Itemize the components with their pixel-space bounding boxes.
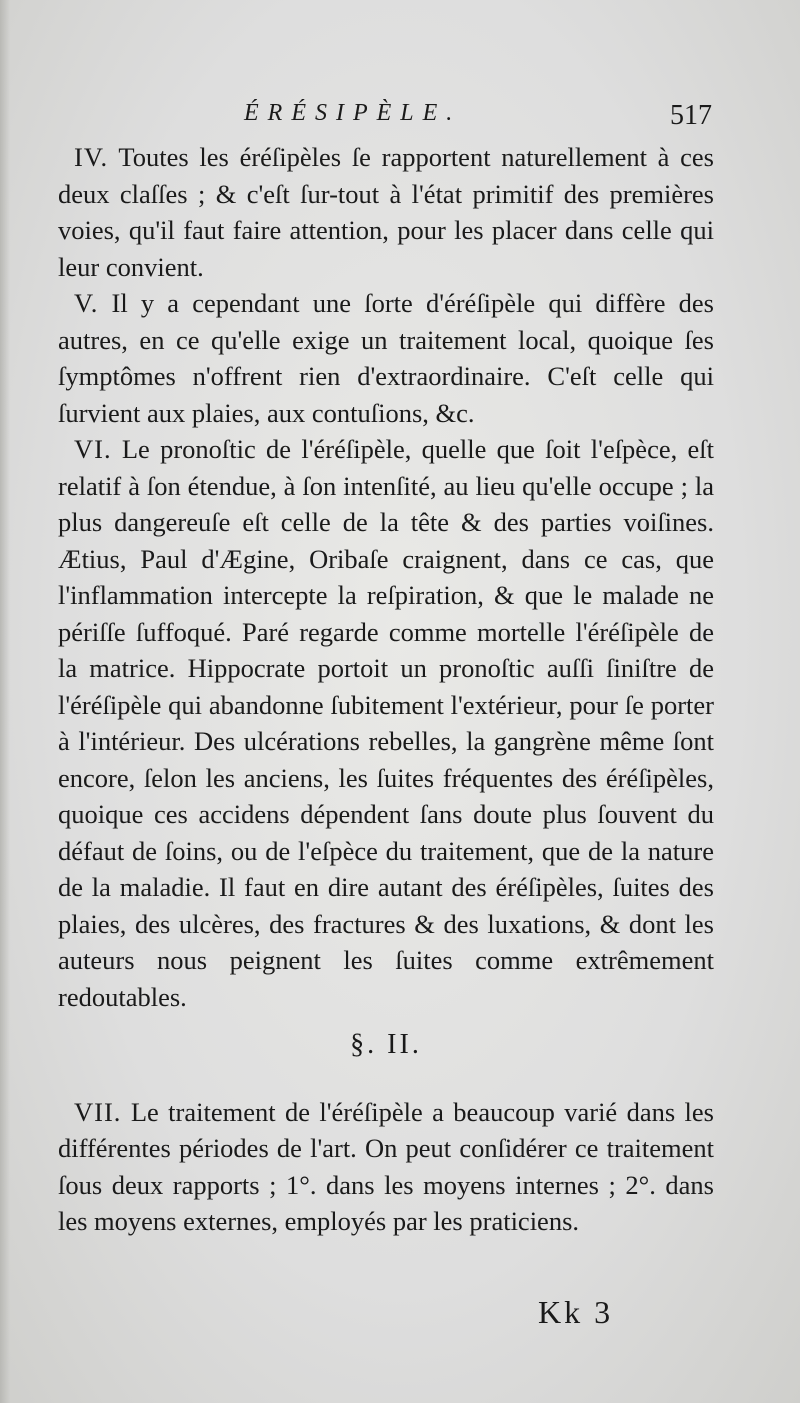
paragraph-text: Le pronoſtic de l'éréſipèle, quelle que ſoit l'eſpèce, eſt relatif à ſon étendue, à ſon intenſité, au lieu qu'elle occupe ; la plus dangereuſe eſt celle de la tête & des parties voiſines. Ætius, Paul d'Ægine, Oribaſe craignent, dans ce cas, que l'inflammation intercepte la reſpiration, & que le malade ne périſſe ſuffoqué. Paré regarde comme mortelle l'éréſipèle de la matrice. Hippocrate portoit un pronoſtic auſſi ſiniſtre de l'éréſipèle qui abandonne ſubitement l'extérieur, pour ſe porter à l'intérieur. Des ulcérations rebelles, la gangrène même ſont encore, ſelon les anciens, les ſuites fréquentes des éréſipèles, quoique ces accidens dépendent ſans doute plus ſouvent du défaut de ſoins, ou de l'eſpèce du traitement, que de la nature de la maladie. Il faut en dire autant des éréſipèles, ſuites des plaies, des ulcères, des fractures & des luxations, & dont les auteurs nous peignent les ſuites comme extrêmement redoutables. [58,434,714,1012]
paragraph-number: VI. [74,434,112,464]
paragraph-vi [58,431,714,1015]
paragraph-text: Il y a cependant une ſorte d'éréſipèle qui diffère des autres, en ce qu'elle exige un traitement local, quoique ſes ſymptômes n'offrent rien d'extraordinaire. C'eſt celle qui ſurvient aux plaies, aux contuſions, &c. [58,288,714,428]
section-heading: §. II. [350,1029,422,1060]
signature-mark: Kk 3 [538,1294,614,1330]
paragraph-vii [58,1094,714,1240]
paragraph-v [58,285,714,431]
body-text [58,139,714,1240]
paragraph-iv [58,139,714,285]
running-head [58,100,720,140]
running-head-title: ÉRÉSIPÈLE. [244,100,462,126]
page-gutter-shadow [0,0,10,1403]
paragraph-text: Le traitement de l'éréſipèle a beaucoup varié dans les différentes périodes de l'art. On peut conſidérer ce traitement ſous deux rapports ; 1°. dans les moyens internes ; 2°. dans les moyens externes, employés par les praticiens. [58,1096,714,1236]
paragraph-number: VII. [74,1096,122,1127]
paragraph-text: Toutes les éréſipèles ſe rapportent naturellement à ces deux claſſes ; & c'eſt ſur-tout à l'état primitif des premières voies, qu'il faut faire attention, pour les placer dans celle qui leur convient. [58,142,714,282]
paragraph-number: IV. [74,142,109,172]
paragraph-number: V. [74,288,99,318]
page-number: 517 [670,100,712,131]
